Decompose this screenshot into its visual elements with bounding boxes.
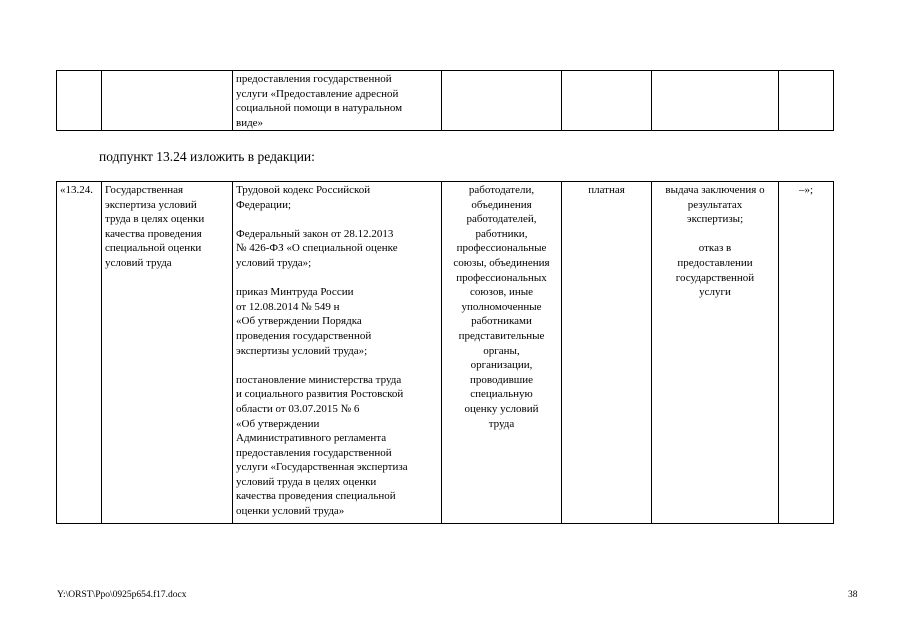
cell-line: работниками bbox=[471, 315, 532, 328]
cell-line: экспертизы условий труда»; bbox=[236, 344, 368, 357]
paragraph-gap bbox=[655, 227, 775, 242]
cell-line: уполномоченные bbox=[461, 300, 542, 313]
cell-line: оценку условий bbox=[464, 402, 539, 415]
page-number: 38 bbox=[848, 590, 858, 600]
main-table bbox=[56, 181, 834, 524]
cell-line: органы, bbox=[483, 344, 520, 357]
table-cell-basis bbox=[233, 71, 442, 131]
cell-line: «Об утверждении bbox=[236, 417, 320, 430]
cell-line: экспертиза условий bbox=[105, 198, 197, 211]
cell-line: работодателей, bbox=[466, 213, 537, 226]
cell-line: качества проведения специальной bbox=[236, 490, 396, 503]
table-cell-last bbox=[779, 71, 834, 131]
paragraph-gap bbox=[236, 358, 438, 373]
previous-table-fragment bbox=[56, 70, 834, 131]
cell-line: предоставлении bbox=[677, 256, 753, 269]
table-cell-applicants bbox=[442, 182, 562, 524]
cell-line: Федерации; bbox=[236, 198, 292, 211]
intro-text: подпункт 13.24 изложить в редакции: bbox=[99, 149, 315, 164]
cell-line: Трудовой кодекс Российской bbox=[236, 184, 371, 196]
cell-line: условий труда bbox=[105, 256, 172, 269]
cell-line: постановление министерства труда bbox=[236, 373, 402, 386]
table-cell-number: «13.24. bbox=[57, 182, 102, 524]
cell-line: профессиональных bbox=[456, 271, 547, 284]
footer-file-path: Y:\ORST\Ppo\0925p654.f17.docx bbox=[57, 590, 187, 600]
cell-line: выдача заключения о bbox=[665, 184, 765, 196]
cell-line: Федеральный закон от 28.12.2013 bbox=[236, 227, 394, 240]
table-cell-applicants bbox=[442, 71, 562, 131]
cell-line: работодатели, bbox=[468, 184, 535, 196]
table-row bbox=[57, 182, 834, 524]
paragraph-gap bbox=[236, 212, 438, 227]
cell-line: проведения государственной bbox=[236, 329, 372, 342]
table-cell-result bbox=[652, 71, 779, 131]
table-cell-payment: платная bbox=[562, 182, 652, 524]
cell-line: труда в целях оценки bbox=[105, 213, 205, 226]
cell-line: условий труда в целях оценки bbox=[236, 475, 377, 488]
cell-line: представительные bbox=[458, 329, 545, 342]
cell-line: экспертизы; bbox=[686, 213, 744, 226]
cell-line: Административного регламента bbox=[236, 432, 387, 445]
cell-line: № 426-ФЗ «О специальной оценке bbox=[236, 242, 398, 255]
cell-line: услуги «Предоставление адресной bbox=[236, 87, 399, 100]
cell-line: союзов, иные bbox=[469, 286, 534, 299]
cell-line: оценки условий труда» bbox=[236, 505, 345, 518]
cell-line: Государственная bbox=[105, 184, 184, 196]
cell-line: качества проведения bbox=[105, 227, 202, 240]
cell-line: организации, bbox=[470, 359, 533, 372]
cell-line: отказ в bbox=[698, 242, 732, 255]
cell-line: результатах bbox=[687, 198, 743, 211]
table-cell-result bbox=[652, 182, 779, 524]
cell-line: условий труда»; bbox=[236, 256, 312, 269]
cell-line: от 12.08.2014 № 549 н bbox=[236, 300, 340, 313]
cell-line: виде» bbox=[236, 116, 264, 129]
cell-line: специальную bbox=[470, 388, 533, 401]
cell-line: проводившие bbox=[469, 373, 534, 386]
cell-line: «Об утверждении Порядка bbox=[236, 315, 362, 328]
cell-line: приказ Минтруда России bbox=[236, 286, 354, 299]
paragraph-gap bbox=[236, 271, 438, 286]
cell-line: объединения bbox=[471, 198, 532, 211]
cell-line: работники, bbox=[475, 227, 528, 240]
cell-line: труда bbox=[488, 417, 515, 430]
cell-line: специальной оценки bbox=[105, 242, 202, 255]
table-cell-number bbox=[57, 71, 102, 131]
cell-line: и социального развития Ростовской bbox=[236, 388, 404, 401]
table-cell-basis bbox=[233, 182, 442, 524]
cell-line: предоставления государственной bbox=[236, 446, 392, 459]
cell-line: союзы, объединения bbox=[453, 256, 550, 269]
table-cell-last: –»; bbox=[779, 182, 834, 524]
table-cell-name bbox=[102, 71, 233, 131]
cell-line: социальной помощи в натуральном bbox=[236, 102, 403, 115]
table-cell-payment bbox=[562, 71, 652, 131]
cell-line: профессиональные bbox=[456, 242, 547, 255]
cell-line: услуги bbox=[699, 286, 731, 299]
table-cell-name bbox=[102, 182, 233, 524]
cell-line: государственной bbox=[675, 271, 755, 284]
cell-line: области от 03.07.2015 № 6 bbox=[236, 402, 360, 415]
cell-line: предоставления государственной bbox=[236, 73, 392, 85]
cell-line: услуги «Государственная экспертиза bbox=[236, 461, 408, 474]
table-row bbox=[57, 71, 834, 131]
